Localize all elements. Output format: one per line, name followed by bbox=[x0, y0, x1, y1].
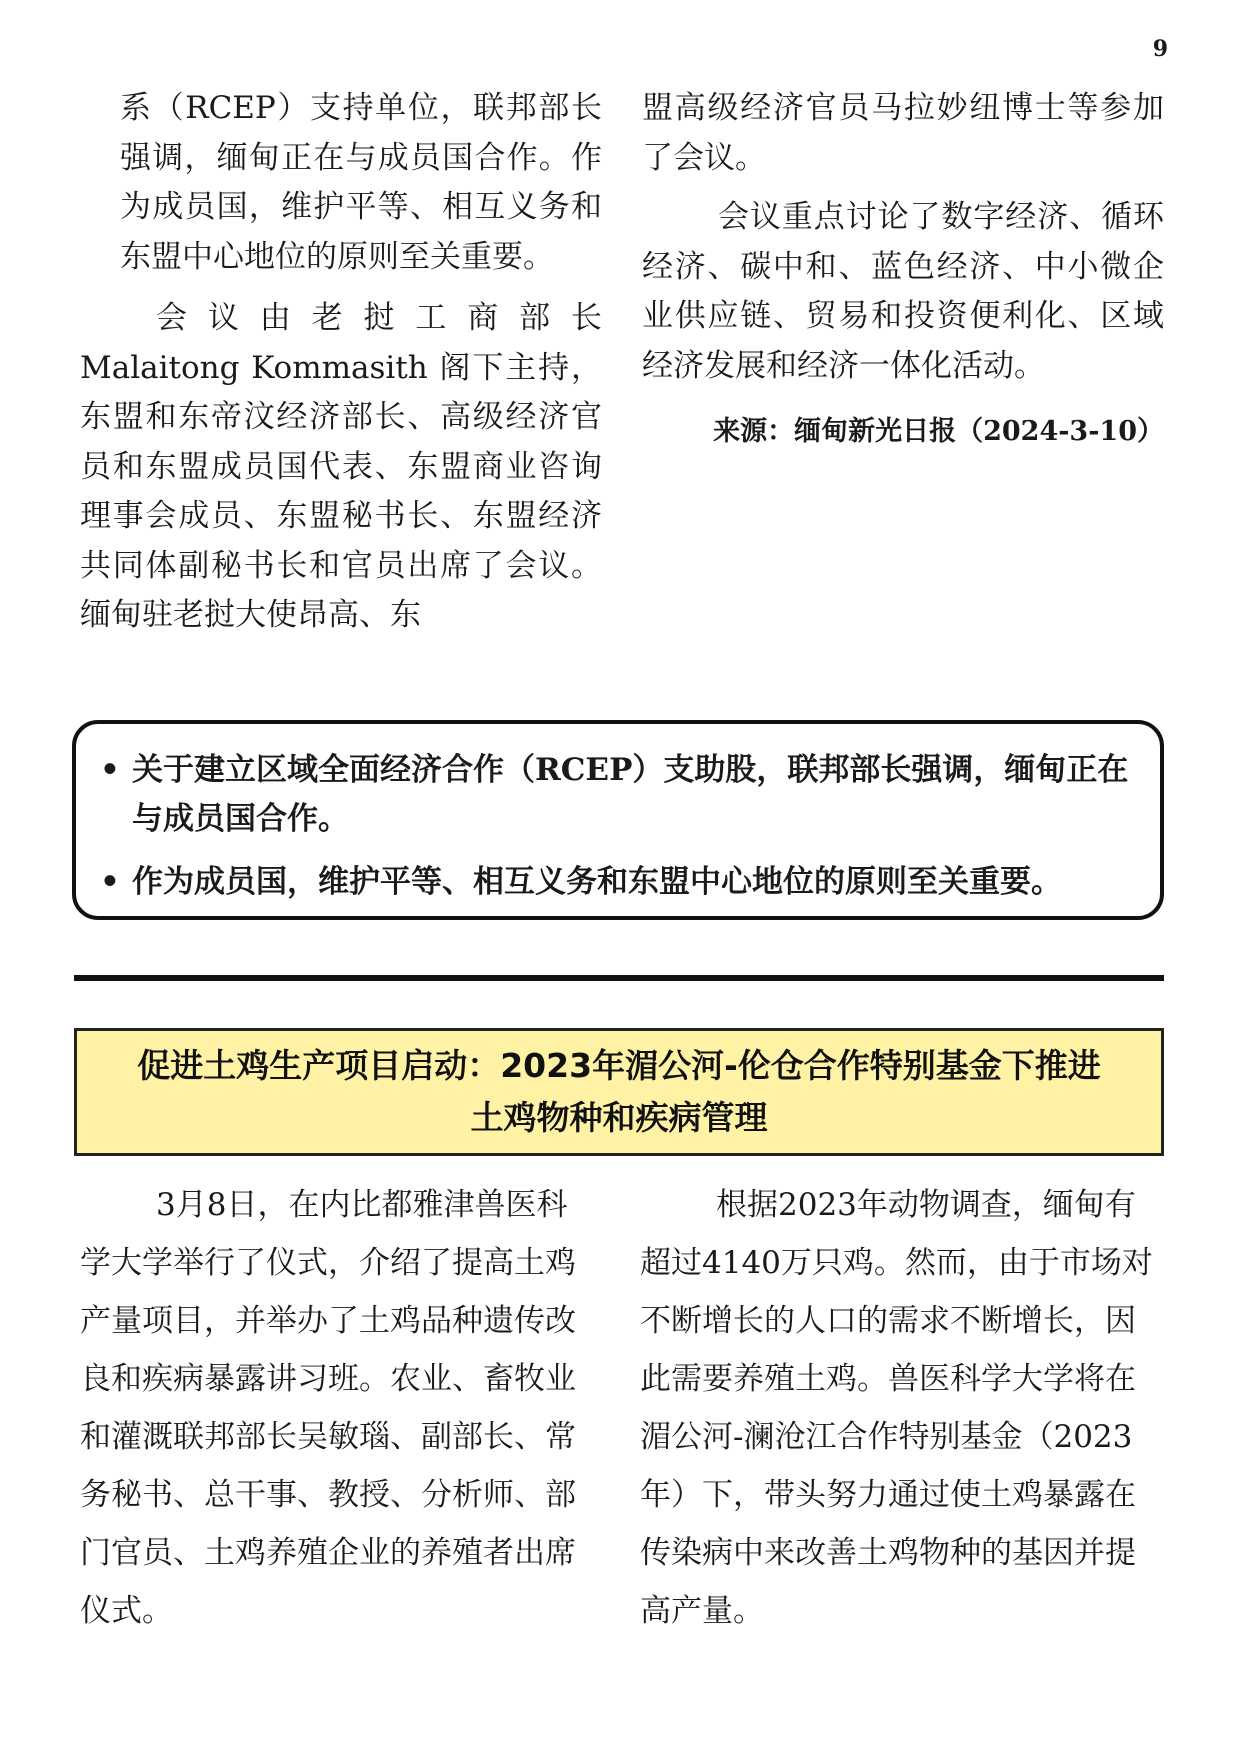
key-point-item: • 作为成员国，维护平等、相互义务和东盟中心地位的原则至关重要。 bbox=[96, 858, 1140, 907]
key-points-list bbox=[96, 746, 1140, 907]
page-number: 9 bbox=[1152, 36, 1168, 62]
top-right-paragraph-1: 盟高级经济官员马拉妙纽博士等参加了会议。 bbox=[642, 90, 1164, 176]
bottom-right-column bbox=[640, 1176, 1160, 1640]
top-left-paragraph-2: 会议由老挝工商部长 Malaitong Kommasith 阁下主持，东盟和东帝汶经济部长、高级经济官员和东盟成员国代表、东盟商业咨询理事会成员、东盟秘书长、东盟经济共同体副秘书长和官员出席了会议。缅甸驻老挝大使昂高、东 bbox=[80, 300, 602, 633]
bottom-right-paragraph: 根据2023年动物调查，缅甸有超过4140万只鸡。然而，由于市场对不断增长的人口的需求不断增长，因此需要养殖土鸡。兽医科学大学将在湄公河-澜沧江合作特别基金（2023年）下，带头努力通过使土鸡暴露在传染病中来改善土鸡物种的基因并提高产量。 bbox=[640, 1187, 1153, 1629]
key-points-box bbox=[72, 720, 1164, 920]
bottom-left-paragraph: 3月8日，在内比都雅津兽医科学大学举行了仪式，介绍了提高土鸡产量项目，并举办了土鸡品种遗传改良和疾病暴露讲习班。农业、畜牧业和灌溉联邦部长吴敏瑙、副部长、常务秘书、总干事、教授、分析师、部门官员、土鸡养殖企业的养殖者出席仪式。 bbox=[80, 1187, 576, 1629]
source-citation: 来源：缅甸新光日报（2024-3-10） bbox=[713, 416, 1164, 447]
bottom-left-column bbox=[80, 1176, 590, 1640]
top-left-column bbox=[80, 84, 602, 641]
headline-line-2: 土鸡物种和疾病管理 bbox=[470, 1098, 768, 1137]
key-point-item: • 关于建立区域全面经济合作（RCEP）支助股，联邦部长强调，缅甸正在与成员国合作。 bbox=[96, 746, 1140, 844]
article-headline bbox=[74, 1028, 1164, 1156]
top-right-column bbox=[642, 84, 1164, 457]
headline-line-1: 促进土鸡生产项目启动：2023年湄公河-伦仓合作特别基金下推进 bbox=[137, 1046, 1101, 1085]
top-right-paragraph-2: 会议重点讨论了数字经济、循环经济、碳中和、蓝色经济、中小微企业供应链、贸易和投资便利化、区域经济发展和经济一体化活动。 bbox=[642, 199, 1164, 384]
section-divider bbox=[74, 975, 1164, 981]
top-left-paragraph-1: 系（RCEP）支持单位，联邦部长强调，缅甸正在与成员国合作。作为成员国，维护平等、相互义务和东盟中心地位的原则至关重要。 bbox=[120, 90, 602, 275]
